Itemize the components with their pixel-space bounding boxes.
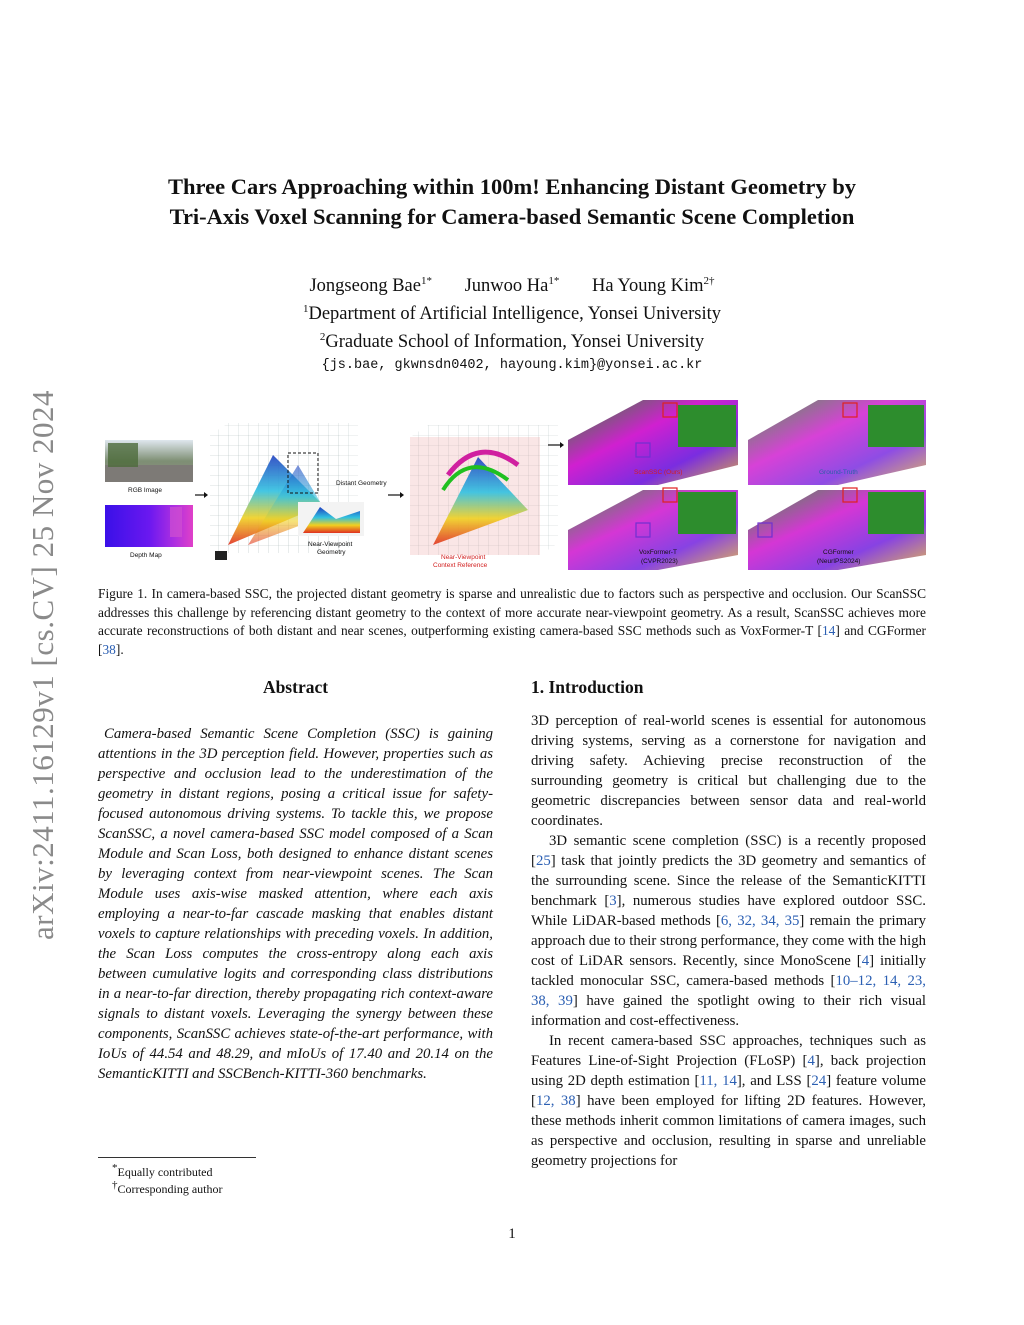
author-3: Ha Young Kim$^{2\dagger}$ xyxy=(591,275,715,297)
intro-paragraph-3: In recent camera-based SSC approaches, techniques such as Features Line-of-Sight Projection (FLoSP) [4], back projection using 2D depth estimation [11, 14], and LSS [24] feature volume [12, 38] have been employed for lifting 2D features. However, these methods inherit common limitations of camera images, such as perspective and occlusion, resulting in sparse and unreliable geometry projections for xyxy=(531,1033,926,1169)
author-block xyxy=(98,270,926,377)
author-2: Junwoo $Ha^{1*}$ xyxy=(464,275,560,297)
author-names xyxy=(98,270,926,298)
citation-link[interactable]: 25 xyxy=(535,853,551,869)
title-line-1: Three Cars Approaching within 100m! Enhancing Distant Geometry by xyxy=(168,174,856,199)
page-number: 1 xyxy=(508,1226,516,1242)
scanssc-label: ScanSSC (Ours) xyxy=(634,469,683,476)
intro-paragraph-2: 3D semantic scene completion (SSC) is a recently proposed [25] task that jointly predicts the 3D geometry and semantics of the surrounding scene. Since the release of the SemanticKITTI benchmark [3], numerous studies have explored outdoor SSC. While LiDAR-based methods [6, 32, 34, 35] remain the primary approach due to their strong performance, they come with the high cost of LiDAR sensors. Recently, since MonoScene [4] initially tackled monocular SSC, camera-based methods [10–12, 14, 23, 38, 39] have gained the spotlight owing to their rich visual information and cost-effectiveness. xyxy=(531,833,926,1029)
introduction-heading: 1. Introduction xyxy=(531,677,644,697)
footnote-1: *Equally contributed xyxy=(112,1162,213,1179)
abstract-body: Camera-based Semantic Scene Completion (SSC) is gaining attentions in the 3D perception field. However, properties such as perspective and occlusion lead to the underestimation of the geometry in distant regions, posing a critical issue for safety-focused autonomous driving systems. To tackle this, we propose ScanSSC, a novel camera-based SSC model composed of a Scan Module and Scan Loss, both designed to enhance distant scenes by leveraging context from near-viewpoint scenes. The Scan Module uses axis-wise masked attention, where each axis employing a near-to-far cascade masking that enables distant voxels to capture relationships with preceding voxels. In addition, the Scan Loss computes the cross-entropy along each axis between cumulative logits and corresponding class distributions in a near-to-far direction, thereby propagating rich context-aware signals to distant voxels. Leveraging the synergy between these components, ScanSSC achieves state-of-the-art performance, with IoUs of 44.54 and 48.29, and mIoUs of 17.40 and 20.14 on the SemanticKITTI and SSCBench-KITTI-360 benchmarks. xyxy=(98,726,493,1082)
author-1: Jongseong Bae$^{1*}$ xyxy=(309,275,432,297)
result-voxformer xyxy=(568,488,738,570)
context-reference-label: Near-Viewpoint Context Reference xyxy=(433,554,488,569)
citation-link[interactable]: 6, 32, 34, 35 xyxy=(720,913,800,929)
arxiv-identifier: arXiv:2411.16129v1 [cs.CV] 25 Nov 2024 xyxy=(25,390,60,940)
introduction-body xyxy=(531,711,926,1171)
affiliation-1: $^1$Department of Artificial Intelligence, Yonsei University xyxy=(302,303,722,325)
voxel-grid-2 xyxy=(410,425,558,569)
footnote-divider xyxy=(98,1157,256,1158)
intro-paragraph-1: 3D perception of real-world scenes is essential for autonomous driving systems, serving as a cornerstone for navigation and driving safety. Achieving precise reconstruction of the surrounding geometry is critical but challenging due to the geometric discrepancies between sensor data and real-world coordinates. xyxy=(531,713,926,829)
voxformer-label: VoxFormer-T (CVPR2023) xyxy=(639,549,678,565)
citation-link[interactable]: 12, 38 xyxy=(535,1093,576,1109)
citation-link[interactable]: 4 xyxy=(861,953,870,969)
ground-truth-label: Ground-Truth xyxy=(819,469,858,476)
result-ground-truth xyxy=(748,400,926,485)
citation-link[interactable]: 10–12, 14, 23, 38, 39 xyxy=(531,973,926,1009)
citation-link[interactable]: 11, 14 xyxy=(699,1073,737,1089)
citation-link[interactable]: 14 xyxy=(821,623,836,638)
cgformer-label: CGFormer (NeurIPS2024) xyxy=(817,549,861,565)
distant-geometry-label: Distant Geometry xyxy=(336,480,387,487)
result-scanssc xyxy=(568,400,738,485)
title-line-2: Tri-Axis Voxel Scanning for Camera-based Semantic Scene Completion xyxy=(169,204,855,229)
voxel-grid-1 xyxy=(210,423,387,560)
citation-link[interactable]: 38 xyxy=(102,641,116,657)
author-emails: {js.bae, gkwnsdn0402, hayoung.kim}@yonsei.ac.kr xyxy=(321,358,703,374)
citation-link[interactable]: 24 xyxy=(811,1073,827,1089)
near-viewpoint-geometry-label: Near-Viewpoint Geometry xyxy=(308,541,353,556)
result-cgformer xyxy=(748,488,926,570)
abstract-heading: Abstract xyxy=(262,677,329,697)
affiliation-2: $^2$Graduate School of Information, Yonsei University xyxy=(319,331,705,353)
citation-link[interactable]: 4 xyxy=(807,1053,815,1069)
depth-map-label: Depth Map xyxy=(130,552,162,559)
citation-link[interactable]: 3 xyxy=(609,893,617,909)
rgb-image-label: RGB Image xyxy=(128,487,162,494)
figure-1 xyxy=(98,395,928,577)
figure-caption: Figure 1. In camera-based SSC, the projected distant geometry is sparse and unrealistic due to factors such as perspective and occlusion. Our ScanSSC addresses this challenge by referencing distant geometry to the context of more accurate near-viewpoint geometry. As a result, ScanSSC achieves more accurate reconstructions of both distant and near scenes, outperforming existing camera-based SSC methods such as VoxFormer-T [14] and CGFormer [38]. xyxy=(98,586,926,657)
footnote-2: †Corresponding author xyxy=(112,1179,223,1196)
paper-title xyxy=(98,172,926,232)
